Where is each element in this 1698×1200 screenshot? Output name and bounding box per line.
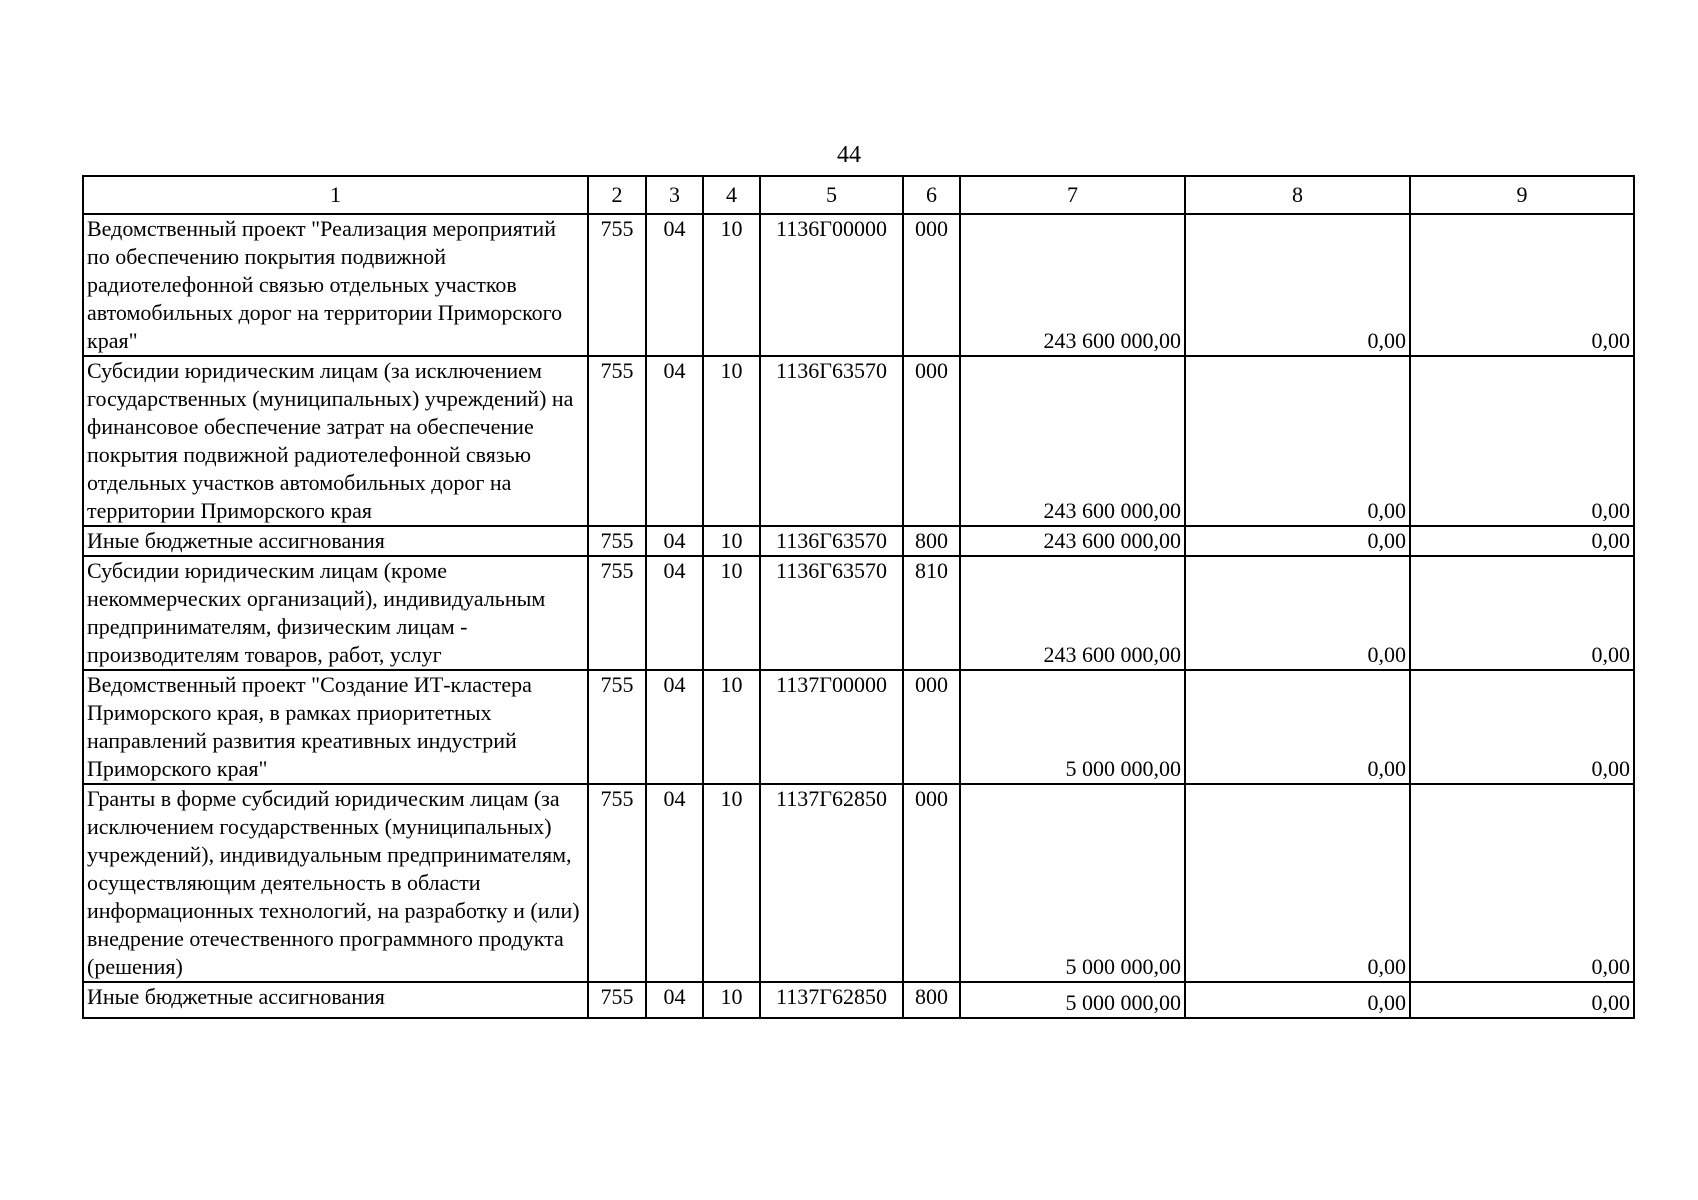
amount-cell: 0,00: [1410, 784, 1634, 982]
code-cell: 04: [646, 670, 703, 784]
amount-cell: 243 600 000,00: [960, 214, 1185, 356]
code-cell: 755: [588, 784, 646, 982]
code-cell: 1137Г00000: [760, 670, 903, 784]
amount-cell: 0,00: [1185, 784, 1410, 982]
code-cell: 10: [703, 784, 760, 982]
budget-table: [82, 175, 1635, 1019]
row-name: Иные бюджетные ассигнования: [83, 526, 588, 556]
table-row: [83, 214, 1634, 356]
amount-cell: 243 600 000,00: [960, 526, 1185, 556]
table-header-row: [83, 176, 1634, 214]
table-row: [83, 982, 1634, 1018]
code-cell: 04: [646, 356, 703, 526]
amount-cell: 243 600 000,00: [960, 356, 1185, 526]
code-cell: 000: [903, 784, 960, 982]
code-cell: 1136Г63570: [760, 356, 903, 526]
row-name: Гранты в форме субсидий юридическим лицам (за исключением государственных (муниципальных) учреждений), индивидуальным предпринимателям, осуществляющим деятельность в области информационных технологий, на разработку и (или) внедрение отечественного программного продукта (решения): [83, 784, 588, 982]
table-row: [83, 526, 1634, 556]
amount-cell: 243 600 000,00: [960, 556, 1185, 670]
code-cell: 1137Г62850: [760, 784, 903, 982]
code-cell: 755: [588, 526, 646, 556]
code-cell: 000: [903, 214, 960, 356]
code-cell: 04: [646, 784, 703, 982]
code-cell: 000: [903, 670, 960, 784]
amount-cell: 0,00: [1410, 526, 1634, 556]
column-header: 8: [1185, 176, 1410, 214]
row-name: Ведомственный проект "Реализация мероприятий по обеспечению покрытия подвижной радиотелефонной связью отдельных участков автомобильных дорог на территории Приморского края": [83, 214, 588, 356]
amount-cell: 5 000 000,00: [960, 670, 1185, 784]
table-row: [83, 670, 1634, 784]
code-cell: 800: [903, 982, 960, 1018]
code-cell: 10: [703, 356, 760, 526]
amount-cell: 5 000 000,00: [960, 784, 1185, 982]
code-cell: 10: [703, 214, 760, 356]
code-cell: 04: [646, 982, 703, 1018]
amount-cell: 0,00: [1185, 982, 1410, 1018]
amount-cell: 5 000 000,00: [960, 982, 1185, 1018]
code-cell: 000: [903, 356, 960, 526]
column-header: 6: [903, 176, 960, 214]
code-cell: 755: [588, 670, 646, 784]
code-cell: 1137Г62850: [760, 982, 903, 1018]
code-cell: 10: [703, 556, 760, 670]
amount-cell: 0,00: [1185, 356, 1410, 526]
amount-cell: 0,00: [1185, 526, 1410, 556]
code-cell: 04: [646, 214, 703, 356]
code-cell: 10: [703, 526, 760, 556]
row-name: Субсидии юридическим лицам (кроме некоммерческих организаций), индивидуальным предпринимателям, физическим лицам - производителям товаров, работ, услуг: [83, 556, 588, 670]
code-cell: 04: [646, 556, 703, 670]
code-cell: 755: [588, 214, 646, 356]
column-header: 9: [1410, 176, 1634, 214]
column-header: 1: [83, 176, 588, 214]
code-cell: 1136Г63570: [760, 556, 903, 670]
code-cell: 800: [903, 526, 960, 556]
column-header: 5: [760, 176, 903, 214]
code-cell: 10: [703, 670, 760, 784]
amount-cell: 0,00: [1185, 670, 1410, 784]
column-header: 7: [960, 176, 1185, 214]
code-cell: 10: [703, 982, 760, 1018]
column-header: 2: [588, 176, 646, 214]
amount-cell: 0,00: [1410, 670, 1634, 784]
code-cell: 1136Г63570: [760, 526, 903, 556]
amount-cell: 0,00: [1410, 214, 1634, 356]
page-number: 44: [837, 142, 861, 168]
table-row: [83, 784, 1634, 982]
code-cell: 755: [588, 556, 646, 670]
code-cell: 1136Г00000: [760, 214, 903, 356]
code-cell: 755: [588, 982, 646, 1018]
column-header: 4: [703, 176, 760, 214]
row-name: Иные бюджетные ассигнования: [83, 982, 588, 1018]
column-header: 3: [646, 176, 703, 214]
amount-cell: 0,00: [1410, 982, 1634, 1018]
amount-cell: 0,00: [1410, 556, 1634, 670]
code-cell: 810: [903, 556, 960, 670]
row-name: Ведомственный проект "Создание ИТ-кластера Приморского края, в рамках приоритетных направлений развития креативных индустрий Приморского края": [83, 670, 588, 784]
table-row: [83, 556, 1634, 670]
code-cell: 04: [646, 526, 703, 556]
amount-cell: 0,00: [1410, 356, 1634, 526]
amount-cell: 0,00: [1185, 556, 1410, 670]
table-row: [83, 356, 1634, 526]
amount-cell: 0,00: [1185, 214, 1410, 356]
code-cell: 755: [588, 356, 646, 526]
row-name: Субсидии юридическим лицам (за исключением государственных (муниципальных) учреждений) на финансовое обеспечение затрат на обеспечение покрытия подвижной радиотелефонной связью отдельных участков автомобильных дорог на территории Приморского края: [83, 356, 588, 526]
